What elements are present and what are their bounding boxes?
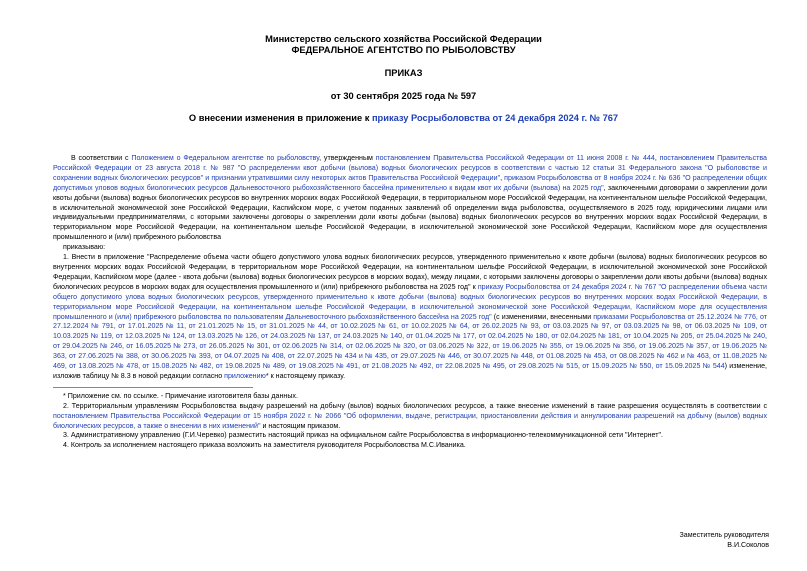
preamble-link-2[interactable]: постановлением Правительства Российской Федерации от 11 июня 2008 г. № 444 bbox=[375, 154, 655, 162]
preamble-text-5: , заключенными договорами о закреплении доли квоты добычи (вылова) водных биологических ресурсов во внутренних морских водах Российской Федерации, в территориальном море Российской Федерации, на континентальном шельфе Российской Федерации, в исключительной экономической зоне Российской Федерации, Каспийском море, с учетом поданных заявлений об определении вида рыболовства, осуществляемого в 2025 году, юридическими лицами или индивидуальными предпринимателями, с которыми заключены договоры о закреплении доли квоты добычи (вылова) водных биологических ресурсов во внутренних морских водах Российской Федерации, в территориальном море Российской Федерации, на континентальном шельфе Российской Федерации, в исключительной экономической зоне Российской Федерации, Каспийском море для осуществления промышленного и (или) прибрежного рыболовства bbox=[53, 183, 768, 242]
item1-text-2: (с изменениями, внесенными bbox=[491, 312, 594, 321]
preamble-link-1[interactable]: Положением о Федеральном агентстве по рыболовству bbox=[131, 154, 320, 162]
item2-link-1[interactable]: постановлением Правительства Российской Федерации от 15 ноября 2022 г. № 2066 "Об оформлении, выдаче, регистрации, приостановлении действия и аннулировании разрешений на добычу (вылов) водных биологических ресурсов, а также о внесении в них изменений" bbox=[53, 411, 767, 430]
item1-link-2[interactable]: приказами Росрыболовства от 25.12.2024 № 776, от 27.12.2024 № 791, от 17.01.2025 № 11, от 21.01.2025 № 15, от 31.01.2025 № 44, от 10.02.2025 № 61, от 10.02.2025 № 64, от 26.02.2025 № 93, от 03.03.2025 № 97, от 03.03.2025 № 98, от 06.03.2025 № 109, от 10.03.2025 № 119, от 12.03.2025 № 124, от 13.03.2025 № 126, от 24.03.2025 № 137, от 24.03.2025 № 140, от 01.04.2025 № 177, от 02.04.2025 № 180, от 02.04.2025 № 181, от 10.04.2025 № 205, от 25.04.2025 № 240, от 29.04.2025 № 246, от 16.05.2025 № 273, от 26.05.2025 № 301, от 02.06.2025 № 314, от 02.06.2025 № 320, от 03.06.2025 № 322, от 19.06.2025 № 355, от 19.06.2025 № 356, от 19.06.2025 № 357, от 19.06.2025 № 363, от 27.06.2025 № 388, от 30.06.2025 № 393, от 04.07.2025 № 408, от 22.07.2025 № 434 и № 435, от 29.07.2025 № 446, от 30.07.2025 № 448, от 01.08.2025 № 453, от 08.08.2025 № 462 и № 463, от 11.08.2025 № 469, от 13.08.2025 № 478, от 15.08.2025 № 482, от 19.08.2025 № 489, от 19.08.2025 № 491, от 21.08.2025 № 492, от 22.08.2025 № 495, от 29.08.2025 № 515, от 15.09.2025 № 550, от 15.09.2025 № 544 bbox=[53, 312, 767, 371]
title-prefix: О внесении изменения в приложение к bbox=[188, 113, 372, 123]
document-body bbox=[53, 154, 767, 451]
item1-text-4: * к настоящему приказу. bbox=[265, 371, 346, 380]
preamble-text-1: В соответствии с bbox=[71, 154, 132, 162]
item2-text-1: 2. Территориальным управлениям Росрыболовства выдачу разрешений на добычу (вылов) водных биологических ресурсов, а также внесение изменений в такие разрешения осуществлять в соответствии с bbox=[63, 401, 767, 410]
preamble-paragraph bbox=[53, 154, 767, 243]
item1-text-1: 1. Внести в приложение "Распределение объема части общего допустимого улова водных биологических ресурсов, утвержденного применительно к квоте добычи (вылова) водных биологических ресурсов во внутренних морских водах Российской Федерации, в территориальном море Российской Федерации, на континентальном шельфе Российской Федерации, в исключительной экономической зоне Российской Федерации, Каспийском море (далее - квота добычи (вылова) водных биологических ресурсов в морских водах), между лицами, с которыми заключены договоры о закреплении доли квоты добычи (вылова) водных биологических ресурсов в морских водах для осуществления промышленного и (или) прибрежного рыболовства на 2025 год" к bbox=[53, 253, 767, 291]
signature-block bbox=[569, 531, 769, 551]
item-4-paragraph: 4. Контроль за исполнением настоящего приказа возложить на заместителя руководителя Росрыболовства М.С.Иваника. bbox=[63, 441, 466, 450]
footnote-separator bbox=[53, 387, 253, 388]
document-title bbox=[0, 113, 807, 123]
order-word: приказываю: bbox=[63, 243, 106, 252]
item-3-paragraph: 3. Административному управлению (Г.И.Черевко) разместить настоящий приказ на официальном сайте Росрыболовства в информационно-телекоммуникационной сети "Интернет". bbox=[63, 431, 664, 440]
document-date-number: от 30 сентября 2025 года № 597 bbox=[330, 91, 477, 101]
item1-link-3[interactable]: приложению bbox=[224, 371, 266, 380]
footnote: * Приложение см. по ссылке. - Примечание изготовителя базы данных. bbox=[63, 391, 298, 400]
preamble-link-4[interactable]: приказом Росрыболовства от 8 ноября 2024 г. № 636 "О распределении общих допустимых уловов водных биологических ресурсов Дальневосточного рыбохозяйственного бассейна применительно к видам квот их добычи (вылова) на 2025 год" bbox=[53, 173, 767, 192]
preamble-text-2: , утвержденным bbox=[319, 154, 376, 162]
document-type: ПРИКАЗ bbox=[384, 68, 423, 78]
preamble-text-3: , bbox=[654, 154, 660, 162]
signature-position: Заместитель руководителя bbox=[679, 531, 769, 539]
item-1-paragraph bbox=[53, 253, 767, 382]
preamble-text-4: , bbox=[500, 173, 505, 182]
item-2-paragraph bbox=[53, 402, 767, 432]
ministry-name: Министерство сельского хозяйства Российской Федерации bbox=[265, 34, 542, 44]
agency-name: ФЕДЕРАЛЬНОЕ АГЕНТСТВО ПО РЫБОЛОВСТВУ bbox=[291, 45, 516, 55]
item1-link-1[interactable]: приказу Росрыболовства от 24 декабря 2024 г. № 767 "О распределении объема части общего допустимого улова водных биологических ресурсов, утвержденного применительно к квоте добычи (вылова) водных биологических ресурсов во внутренних морских водах Российской Федерации, в территориальном море Российской Федерации, на континентальном шельфе Российской Федерации, в исключительной экономической зоне Российской Федерации, Каспийском море для осуществления промышленного и (или) прибрежного рыболовства по пользователям Дальневосточного рыбохозяйственного бассейна на 2025 год" bbox=[53, 282, 767, 321]
signature-name: В.И.Соколов bbox=[727, 540, 769, 549]
title-link[interactable]: приказу Росрыболовства от 24 декабря 2024 г. № 767 bbox=[371, 113, 619, 123]
item2-text-2: и настоящим приказом. bbox=[260, 421, 341, 430]
preamble-link-3[interactable]: постановлением Правительства Российской Федерации от 23 августа 2018 г. № 987 "О распределении квот добычи (вылова) водных биологических ресурсов в соответствии с частью 12 статьи 31 Федерального закона "О рыболовстве и сохранении водных биологических ресурсов" и признании утратившими силу некоторых актов Правительства Российской Федерации" bbox=[53, 154, 768, 182]
item1-text-3: ) изменение, изложив таблицу № 8.3 в новой редакции согласно bbox=[53, 362, 767, 380]
